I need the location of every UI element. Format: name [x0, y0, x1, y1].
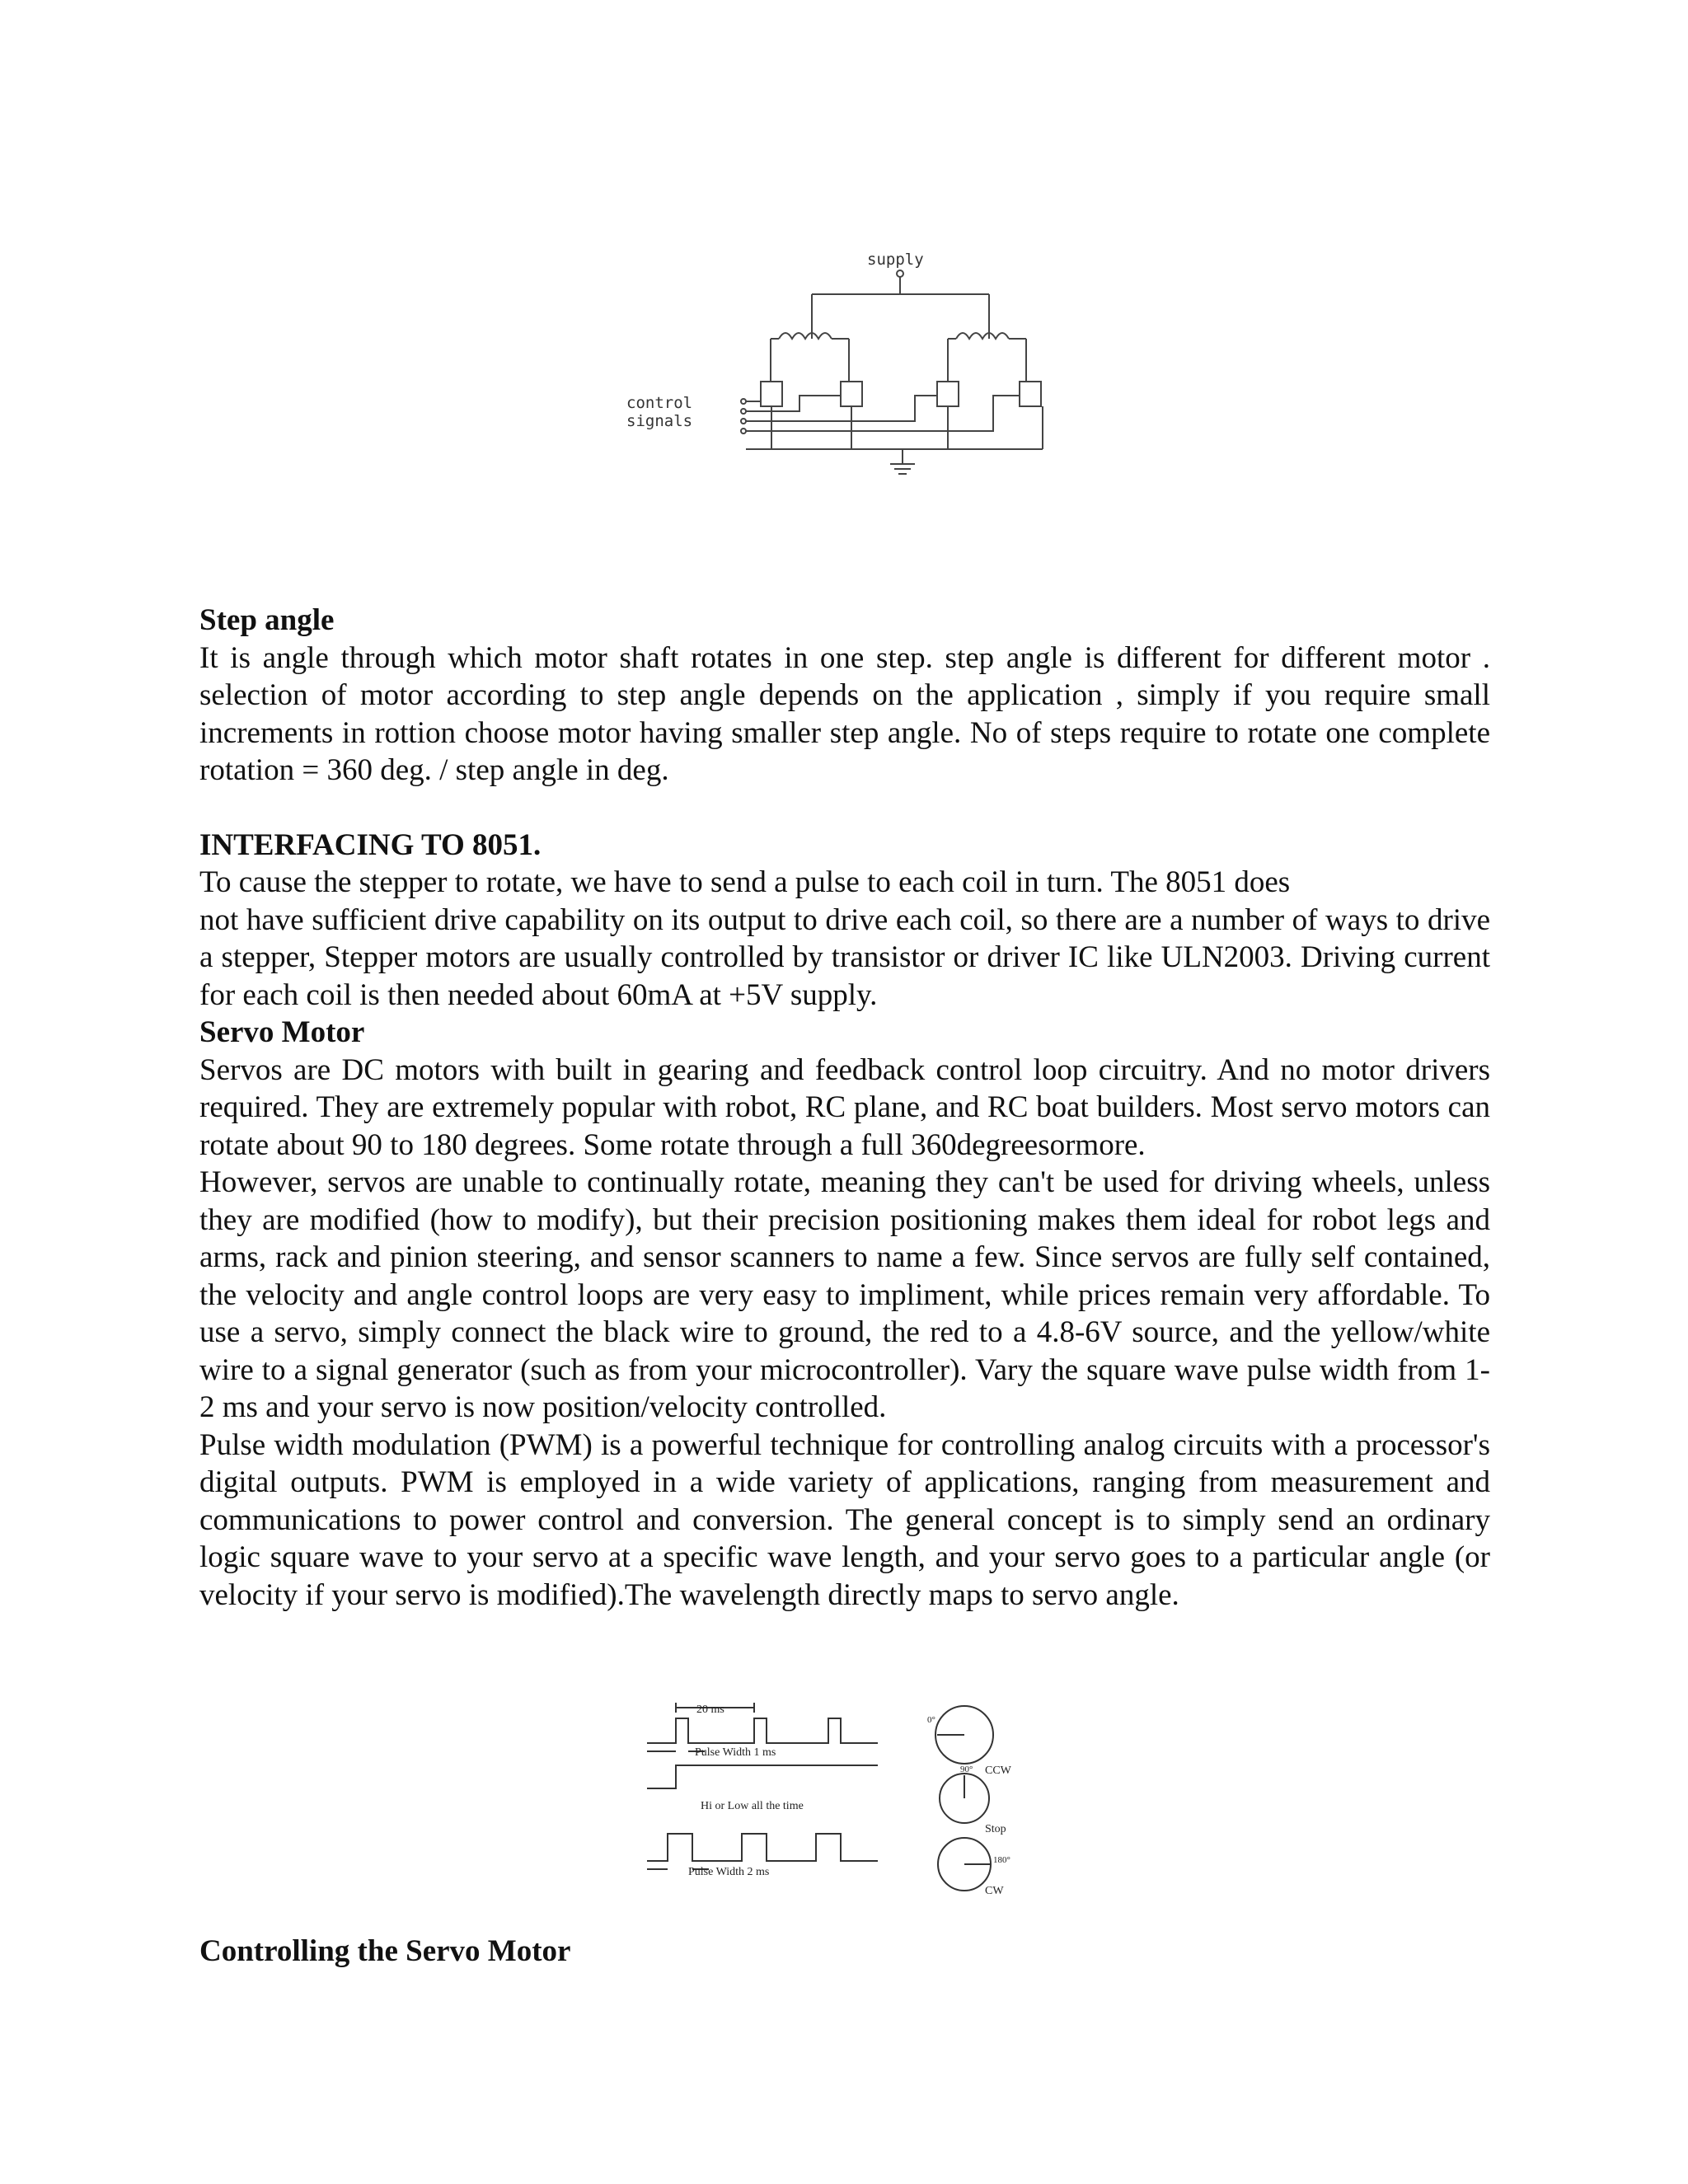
hold-angle: 90° — [960, 1765, 973, 1774]
pulse-1-angle: 0° — [927, 1715, 935, 1725]
pulse-2-label: Pulse Width 2 ms — [688, 1866, 770, 1878]
servo-paragraph-3: Pulse width modulation (PWM) is a powerful technique for controlling analog circuits with a processor's digital outputs. PWM is employed in a wide variety of applications, ranging from measurement and communications to power control and conversion. The general concept is to simply send an ordinary logic square wave to your servo at a specific wave length, and your servo goes to a particular angle (or velocity if your servo is modified).The wavelength directly maps to servo angle. — [199, 1427, 1490, 1612]
control-label: control — [626, 394, 693, 412]
step-angle-heading: Step angle — [199, 603, 335, 637]
step-angle-paragraph: It is angle through which motor shaft rotates in one step. step angle is different for different motor . selection of motor according to step angle depends on the application , simply if you require small increments in rottion choose motor having smaller step angle. No of steps require to rotate one complete rotation = 360 deg. / step angle in deg. — [199, 640, 1490, 787]
supply-label: supply — [867, 251, 924, 269]
pulse-2-direction: CW — [985, 1885, 1004, 1896]
pulse-2-angle: 180° — [993, 1855, 1010, 1865]
main-text — [199, 602, 1490, 1614]
interfacing-paragraph: not have sufficient drive capability on its output to drive each coil, so there are a number of ways to drive a stepper, Stepper motors are usually controlled by transistor or driver IC like ULN2003. Driving current for each coil is then needed about 60mA at +5V supply. — [199, 902, 1490, 1012]
pwm-timing-diagram — [639, 1698, 1026, 1896]
servo-paragraph-1: Servos are DC motors with built in gearing and feedback control loop circuitry. And no motor drivers required. They are extremely popular with robot, RC plane, and RC boat builders. Most servo motors can rotate about 90 to 180 degrees. Some rotate through a full 360degreesormore. — [199, 1052, 1490, 1162]
signals-label: signals — [626, 412, 693, 430]
stepper-circuit-diagram — [610, 243, 1055, 490]
interfacing-paragraph-line-1: To cause the stepper to rotate, we have to send a pulse to each coil in turn. The 8051 does — [199, 865, 1291, 899]
pulse-1-direction: CCW — [985, 1765, 1011, 1777]
hold-direction: Stop — [985, 1823, 1006, 1835]
servo-paragraph-2: However, servos are unable to continually rotate, meaning they can't be used for driving wheels, unless they are modified (how to modify), but their precision positioning makes them ideal for robot legs and arms, rack and pinion steering, and sensor scanners to name a few. Since servos are fully self contained, the velocity and angle control loops are very easy to impliment, while prices remain very affordable. To use a servo, simply connect the black wire to ground, the red to a 4.8-6V source, and the yellow/white wire to a signal generator (such as from your microcontroller). Vary the square wave pulse width from 1-2 ms and your servo is now position/velocity controlled. — [199, 1165, 1490, 1424]
hold-label: Hi or Low all the time — [701, 1800, 804, 1812]
interfacing-heading: INTERFACING TO 8051. — [199, 827, 542, 862]
period-label: 20 ms — [696, 1704, 724, 1716]
servo-motor-heading: Servo Motor — [199, 1015, 365, 1049]
controlling-servo-heading: Controlling the Servo Motor — [199, 1934, 571, 1968]
pulse-1-label: Pulse Width 1 ms — [695, 1746, 776, 1759]
